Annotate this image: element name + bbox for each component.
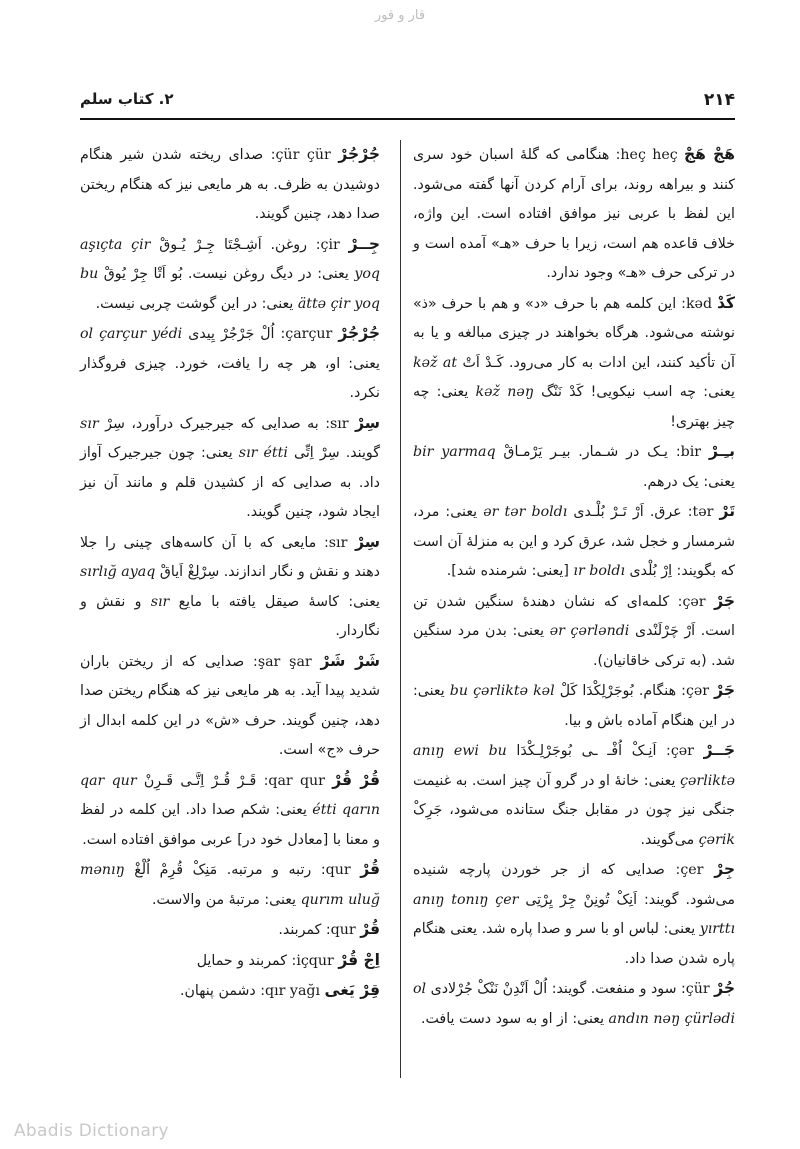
dictionary-entry — [80, 230, 380, 320]
entry-romanization: şar şar — [257, 653, 312, 670]
entry-romanization: qur — [330, 922, 356, 938]
entry-text: : کلمه‌ای که نشان دهندهٔ سنگین شدن تن است. اَرْ چَرْلَنْدی — [413, 593, 735, 639]
entry-text: : دشمن پنهان. — [179, 983, 266, 999]
entry-text: : به صدایی که جیرجیرک درآورد، سِرْ — [98, 415, 330, 432]
entry-headword: جَــرْ — [703, 741, 736, 759]
dictionary-entry — [413, 587, 735, 677]
example-transliteration: sır — [150, 593, 170, 610]
entry-text: : یـک در شـمار. بیـر یَرْمـاقْ — [495, 444, 681, 460]
header-rule — [80, 118, 735, 120]
entry-text: : مایعی که با آن کاسه‌های چینی را جلا دهند و نقش و نگار اندازند. سِرْلِغْ اَیاقْ — [80, 534, 381, 580]
entry-headword: بـِـرْ — [708, 442, 735, 460]
example-transliteration: ər tər boldı — [483, 504, 568, 520]
entry-romanization: çür — [685, 981, 710, 997]
example-transliteration: bu ättə çir yoq — [80, 266, 380, 312]
entry-text: : اَنِـکْ اُفْـ ـی بُوجَرْلِـکْدَا — [506, 743, 671, 759]
dictionary-entry — [80, 946, 380, 977]
entry-text: یعنی: لباس او با سر و صدا پاره شد. یعنی هنگام پاره شدن صدا داد. — [413, 921, 735, 967]
example-transliteration: bu çərliktə kəl — [449, 683, 555, 699]
entry-romanization: çer — [680, 862, 704, 878]
entry-text: : اُلْ جَرْجُرْ یِیدی — [182, 326, 286, 342]
entry-headword: کَدْ — [717, 293, 736, 312]
entry-text: یعنی: شکم صدا داد. این کلمه در لفظ و معنا با [معادل خود در] عربی موافق افتاده است. — [80, 802, 380, 848]
dictionary-entry — [413, 497, 735, 587]
example-transliteration: ol andın nəŋ çürlədi — [413, 981, 735, 1027]
entry-romanization: sır — [329, 415, 349, 432]
entry-romanization: çər — [670, 743, 694, 759]
entry-text: گویند. سِرْ اِتِّی — [287, 445, 380, 461]
example-transliteration: çərik — [698, 831, 735, 848]
dictionary-entry — [80, 319, 380, 409]
dictionary-entry — [80, 855, 380, 915]
right-column — [413, 140, 735, 1034]
entry-text: یعنی: از او به سود دست یافت. — [420, 1010, 609, 1027]
dictionary-entry — [80, 915, 380, 946]
entry-text: و نقش و نگاردار. — [80, 593, 380, 639]
left-column — [80, 140, 380, 1007]
example-transliteration: sır — [80, 415, 99, 432]
dictionary-entry — [413, 736, 735, 855]
entry-romanization: qur — [325, 862, 351, 878]
dictionary-entry — [80, 766, 380, 856]
dictionary-entry — [80, 409, 380, 528]
entry-headword: قُرْ — [360, 920, 380, 938]
entry-text: : روغن. اَشِـجْتَا جِـرْ یُـوقْ — [150, 236, 321, 253]
example-transliteration: kəž at — [413, 354, 458, 371]
entry-text: یعنی: خانهٔ او در گرو آن چیز است. به غنیمت جنگی نیز چون در مقابل جنگ ستانده می‌شود، جَرِکْ — [413, 772, 735, 818]
example-transliteration: mənıŋ qurım uluğ — [80, 862, 380, 908]
entry-text: یعنی: چون جیرجیرک آواز داد. به صدایی که از کشیدن قلم و مانند آن نیز ایجاد شود، چنین گویند. — [80, 445, 380, 520]
entry-headword: قُرْ قُرْ — [332, 770, 380, 789]
entry-text: : هنگام. بُوجَرْلِکْدَا کَلْ — [554, 683, 686, 699]
entry-romanization: çarçur — [285, 326, 333, 342]
entry-text: : عرق. اَرْ تَـرْ بُلْـدی — [567, 504, 693, 520]
entry-text: [یعنی: شرمنده شد]. — [446, 563, 574, 579]
entry-text: یعنی: در این گوشت چربی نیست. — [95, 295, 298, 312]
entry-text: یعنی: مرتبهٔ من والاست. — [151, 891, 301, 908]
entry-romanization: çir — [320, 236, 340, 253]
dictionary-entry — [80, 140, 380, 230]
entry-headword: اِجْ قُرْ — [338, 950, 380, 969]
page-number: ۲۱۴ — [703, 90, 735, 110]
entry-romanization: kəd — [685, 295, 713, 312]
entry-text: یعنی: چه چیز بهتری! — [413, 384, 735, 430]
entry-text: : هنگامی که گلهٔ اسبان خود سری کنند و بیراهه روند، برای آرام کردن آنها گفته می‌شود. این لفظ با عربی نیز موافق افتاده است. این واژه، خلاف قاعده هم است، زیرا با حرف «هـ» آمده است و در ترکی حرف «هـ» وجود ندارد. — [413, 147, 735, 281]
example-transliteration: qar qur étti qarın — [80, 772, 380, 818]
entry-headword: جِــرْ — [348, 234, 380, 253]
example-transliteration: aşıçta çir yoq — [80, 236, 380, 282]
entry-text: : این کلمه هم با حرف «د» و هم با حرف «ذ» نوشته می‌شود. هرگاه بخواهند در چیزی مبالغه و یا به آن تأکید کنند، این ادات به کار می‌رود. کَـدْ اَتْ — [413, 295, 735, 371]
dictionary-entry — [413, 437, 735, 497]
example-transliteration: anıŋ tonıŋ çer yırttı — [413, 891, 735, 937]
dictionary-entry — [413, 974, 735, 1034]
entry-romanization: qar qur — [268, 772, 325, 789]
entry-headword: جَرْ — [714, 591, 735, 610]
dictionary-entry — [80, 647, 380, 766]
entry-headword: جُرْجُرْ — [338, 324, 380, 342]
entry-headword: هَجْ هَجْ — [683, 145, 736, 163]
entry-text: : صدایی که از جر خوردن پارچه شنیده می‌شود. گویند: اَنِکْ تُونِنْ جِرْ یِرْتِی — [413, 862, 735, 908]
entry-text: یعنی: مرد، شرمسار و خجل شد، عرق کرد و این به منزلهٔ آن است که بگویند: اِرْ بُلْدی — [413, 504, 735, 579]
entry-text: : صدای ریخته شدن شیر هنگام دوشیدن به ظرف. به هر مایعی نیز که هنگام ریختن صدا دهد، چنین گویند. — [80, 147, 380, 222]
entry-text: یعنی: در دیگ روغن نیست. بُو اَتْا جِرْ یُوقْ — [98, 266, 355, 282]
entry-romanization: içqur — [296, 952, 334, 969]
entry-romanization: qır yağı — [265, 983, 321, 999]
entry-headword: شَرْ شَرْ — [320, 651, 380, 670]
entry-headword: جُرْ — [714, 979, 735, 997]
entry-romanization: heç heç — [620, 147, 678, 163]
entry-text: : کمربند. — [278, 922, 331, 938]
dictionary-entry — [413, 289, 735, 438]
example-transliteration: sır étti — [238, 445, 288, 461]
entry-headword: قِرْ یَغی — [324, 981, 380, 999]
entry-text: یعنی: چه اسب نیکویی! کَدْ نَنْگ — [533, 384, 735, 400]
example-transliteration: kəž nəŋ — [475, 384, 534, 400]
entry-headword: جِرْ — [714, 860, 736, 878]
dictionary-entry — [413, 855, 735, 974]
entry-headword: قُرْ — [360, 860, 381, 878]
example-transliteration: anıŋ ewi bu çərliktə — [413, 743, 735, 789]
entry-romanization: sır — [328, 534, 348, 551]
entry-text: : سود و منفعت. گویند: اُلْ اَنْدِنْ نَنْکْ جُرْلادی — [426, 981, 686, 997]
entry-headword: جَرْ — [714, 681, 735, 699]
example-transliteration: bir yarmaq — [413, 444, 496, 460]
site-title: قار و قور — [374, 8, 426, 23]
entry-text: : کمربند و حمایل — [196, 952, 297, 969]
entry-romanization: bir — [680, 444, 702, 460]
entry-headword: جُرْجُرْ — [338, 145, 381, 163]
entry-romanization: çür çür — [275, 147, 331, 163]
entry-text: یعنی: یک درهم. — [643, 473, 735, 490]
entry-text: یعنی: کاسهٔ صیقل یافته با مایع — [169, 593, 380, 610]
dictionary-entry — [80, 528, 380, 647]
entry-romanization: çər — [682, 593, 706, 610]
dictionary-entry — [413, 676, 735, 736]
entry-headword: تَرْ — [719, 502, 736, 520]
entry-text: می‌گویند. — [640, 831, 699, 848]
entry-headword: سِرْ — [355, 413, 380, 432]
book-title: ۲. کتاب سلم — [80, 90, 174, 108]
example-transliteration: ır boldı — [573, 563, 626, 579]
column-divider — [400, 140, 401, 1078]
entry-text: : صدایی که از ریختن باران شدید پیدا آید. به هر مایعی نیز که هنگام ریختن صدا دهد، چنین گویند. حرف «ش» در این کلمه ابدال از حرف «ج» است. — [80, 653, 380, 758]
entry-text: : قَـرْ قُـرْ اِتَّـی قَـرِنْ — [136, 772, 269, 789]
example-transliteration: sırlığ ayaq — [80, 564, 156, 580]
entry-romanization: tər — [692, 504, 714, 520]
entry-headword: سِرْ — [355, 532, 381, 551]
dictionary-entry — [80, 976, 380, 1007]
example-transliteration: ol çarçur yédi — [80, 326, 183, 342]
page-header — [80, 88, 735, 112]
entry-romanization: çər — [685, 683, 710, 699]
example-transliteration: ər çərləndi — [549, 623, 630, 639]
entry-text: یعنی: بدن مرد سنگین شد. (به ترکی خاقانیان). — [413, 623, 735, 669]
entry-text: یعنی: در این هنگام آماده باش و بیا. — [413, 683, 735, 729]
dictionary-entry — [413, 140, 735, 289]
footer-watermark: Abadis Dictionary — [14, 1121, 169, 1141]
entry-text: یعنی: او، هر چه را یافت، خورد. چیزی فروگذار نکرد. — [80, 355, 380, 401]
entry-text: : رتبه و مرتبه. مَنِکْ قُرِمْ اُلْغْ — [124, 862, 326, 878]
